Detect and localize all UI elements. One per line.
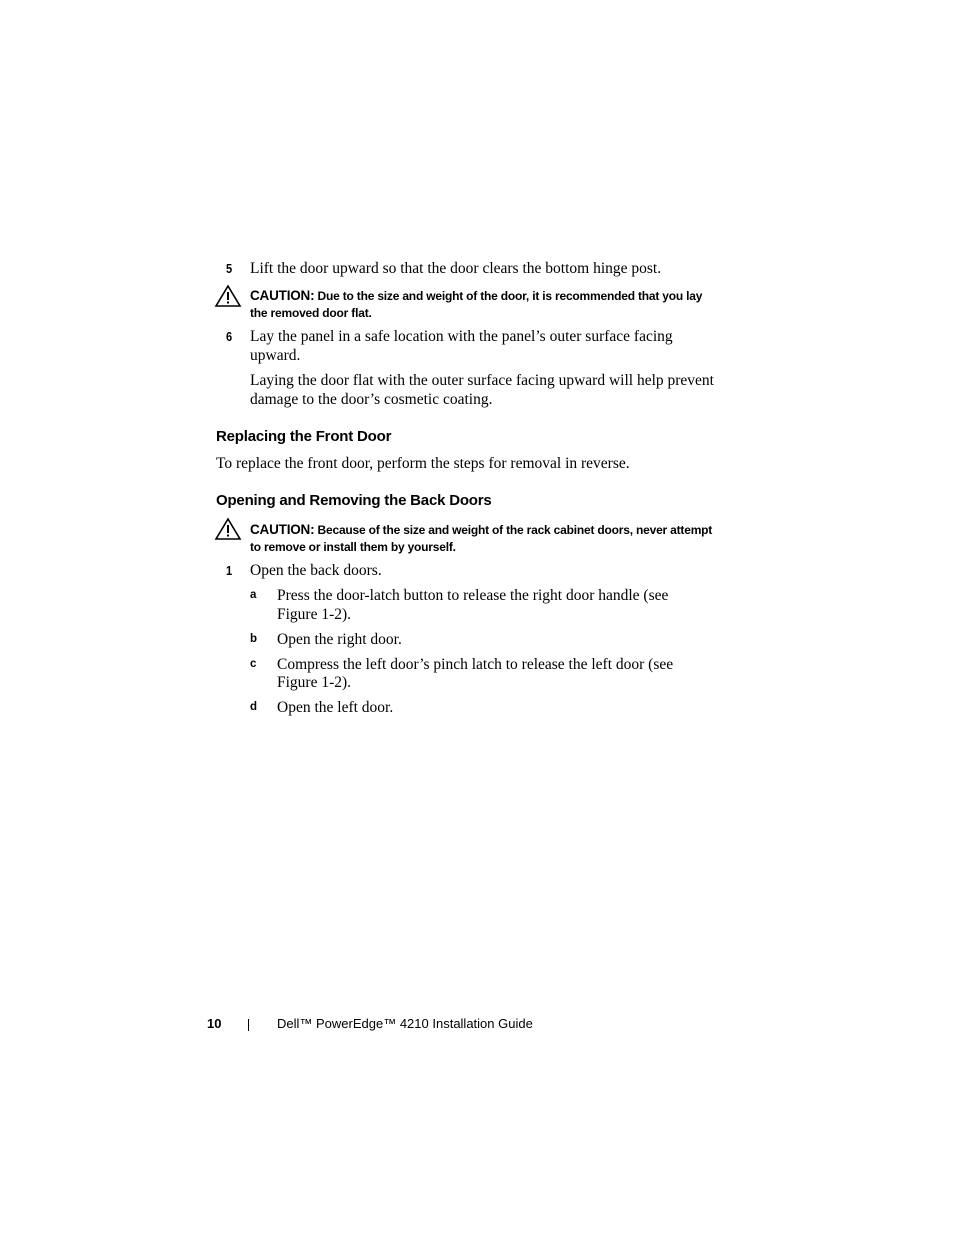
substep-letter-b: b bbox=[250, 633, 258, 645]
page-number: 10 bbox=[207, 1016, 222, 1031]
caution-text: Due to the size and weight of the door, it is recommended that you lay the removed door flat. bbox=[250, 289, 703, 320]
substep-a-line2: Figure 1-2). bbox=[277, 606, 352, 623]
caution-label: CAUTION: bbox=[250, 288, 315, 303]
step-6-note-line1: Laying the door flat with the outer surface facing upward will help prevent bbox=[250, 372, 714, 389]
section-replacing-text: To replace the front door, perform the steps for removal in reverse. bbox=[216, 455, 630, 472]
step-5-text: Lift the door upward so that the door clears the bottom hinge post. bbox=[250, 260, 662, 277]
substep-b-line1: Open the right door. bbox=[277, 631, 402, 648]
step-6-text-line2: upward. bbox=[250, 347, 301, 364]
caution-icon bbox=[214, 517, 242, 541]
step-6-text-line1: Lay the panel in a safe location with the panel’s outer surface facing bbox=[250, 328, 673, 345]
caution-note-door-flat bbox=[250, 287, 720, 322]
step-6-note-line2: damage to the door’s cosmetic coating. bbox=[250, 391, 493, 408]
substep-c-line2: Figure 1-2). bbox=[277, 674, 352, 691]
section-heading-replacing-front-door: Replacing the Front Door bbox=[216, 428, 392, 445]
caution-icon bbox=[214, 284, 242, 308]
substep-a-line1: Press the door-latch button to release the right door handle (see bbox=[277, 587, 669, 604]
section-heading-back-doors: Opening and Removing the Back Doors bbox=[216, 492, 492, 509]
caution-text: Because of the size and weight of the rack cabinet doors, never attempt to remove or install them by yourself. bbox=[250, 523, 713, 554]
step-number-1: 1 bbox=[226, 563, 233, 578]
step-number-6: 6 bbox=[226, 329, 233, 344]
substep-c-line1: Compress the left door’s pinch latch to release the left door (see bbox=[277, 656, 674, 673]
footer-document-title: Dell™ PowerEdge™ 4210 Installation Guide bbox=[277, 1016, 533, 1031]
substep-d-line1: Open the left door. bbox=[277, 699, 394, 716]
step-number-5: 5 bbox=[226, 261, 233, 276]
substep-letter-c: c bbox=[250, 658, 257, 670]
caution-label: CAUTION: bbox=[250, 522, 315, 537]
caution-note-back-doors bbox=[250, 521, 720, 556]
step-1-text: Open the back doors. bbox=[250, 562, 382, 579]
substep-letter-d: d bbox=[250, 701, 258, 713]
footer-separator bbox=[248, 1019, 249, 1031]
substep-letter-a: a bbox=[250, 589, 257, 601]
